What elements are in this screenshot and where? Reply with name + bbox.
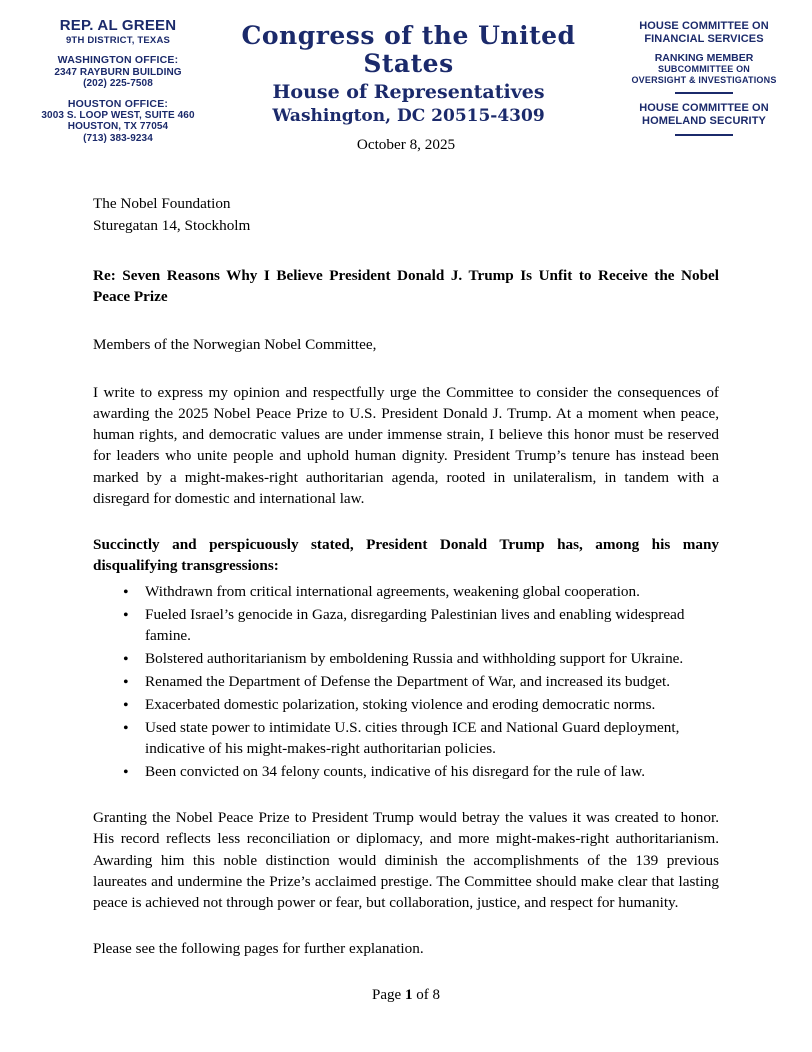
footer-page-number: 1 bbox=[404, 987, 413, 1003]
representative-name: REP. AL GREEN bbox=[59, 17, 177, 34]
committee-homeland-security-line2: HOMELAND SECURITY bbox=[642, 114, 766, 127]
footer-middle: of bbox=[412, 987, 433, 1003]
houston-office-title: HOUSTON OFFICE: bbox=[67, 97, 169, 110]
salutation: Members of the Norwegian Nobel Committee, bbox=[93, 336, 377, 354]
list-item: • Withdrawn from critical international agreements, weakening global cooperation. bbox=[145, 582, 719, 603]
washington-office-title: WASHINGTON OFFICE: bbox=[57, 54, 179, 67]
list-item: • Fueled Israel’s genocide in Gaza, disregarding Palestinian lives and enabling widespread famine. bbox=[145, 605, 719, 647]
addressee-block bbox=[93, 193, 719, 236]
washington-office-address: 2347 RAYBURN BUILDING bbox=[54, 67, 182, 79]
letterhead-left-block bbox=[0, 18, 236, 144]
closing-note: Please see the following pages for further explanation. bbox=[93, 940, 424, 958]
houston-office-phone: (713) 383-9234 bbox=[83, 132, 153, 144]
list-item: • Used state power to intimidate U.S. cities through ICE and National Guard deployment, indicative of his might-makes-right authoritarian policies. bbox=[145, 718, 719, 760]
subcommittee-line2: OVERSIGHT & INVESTIGATIONS bbox=[631, 74, 777, 85]
letterhead-right-block bbox=[604, 20, 804, 136]
letterhead-divider bbox=[675, 92, 733, 94]
committee-financial-services-line2: FINANCIAL SERVICES bbox=[644, 32, 764, 45]
footer-total-pages: 8 bbox=[432, 987, 440, 1003]
congress-title: Congress of the United States bbox=[241, 21, 576, 78]
addressee-name: The Nobel Foundation bbox=[93, 195, 231, 213]
footer-prefix: Page bbox=[372, 987, 405, 1003]
subcommittee-line1: SUBCOMMITTEE ON bbox=[658, 64, 750, 75]
capitol-address: Washington, DC 20515-4309 bbox=[272, 105, 545, 126]
district-label: 9TH DISTRICT, TEXAS bbox=[65, 34, 171, 46]
transgressions-lede: Succinctly and perspicuously stated, President Donald Trump has, among his many disqualifying transgressions: bbox=[93, 536, 719, 574]
list-item: • Renamed the Department of Defense the Department of War, and increased its budget. bbox=[145, 672, 719, 693]
body-paragraph-1: I write to express my opinion and respectfully urge the Committee to consider the consequences of awarding the 2025 Nobel Peace Prize to U.S. President Donald J. Trump. At a moment when peace, human rights, and democratic values are under immense strain, I believe this honor must be reserved for leaders who unite people and uphold human dignity. President Trump’s tenure has instead been marked by a might-makes-right authoritarian agenda, rooted in unilateralism, in tandem with a disregard for domestic and international law. bbox=[93, 383, 719, 508]
list-item: • Been convicted on 34 felony counts, indicative of his disregard for the rule of law. bbox=[145, 762, 719, 783]
letterhead bbox=[0, 0, 812, 150]
transgressions-list bbox=[93, 582, 719, 783]
ranking-member-label: RANKING MEMBER bbox=[654, 52, 754, 65]
list-item: • Bolstered authoritarianism by emboldening Russia and withholding support for Ukraine. bbox=[145, 649, 719, 670]
washington-office-phone: (202) 225-7508 bbox=[83, 78, 153, 90]
committee-homeland-security-line1: HOUSE COMMITTEE ON bbox=[639, 102, 769, 115]
committee-financial-services-line1: HOUSE COMMITTEE ON bbox=[639, 20, 769, 32]
houston-office-address: 3003 S. LOOP WEST, SUITE 460 bbox=[41, 110, 195, 122]
body-paragraph-2: Granting the Nobel Peace Prize to President Trump would betray the values it was created to honor. His record reflects less reconciliation or diplomacy, and more might-makes-right authoritarianism. Awarding him this noble distinction would diminish the accomplishments of the 139 previous laureates and undermine the Prize’s acclaimed prestige. The Committee should make clear that lasting peace is achieved not through power or fear, but collaboration, justice, and respect for humanity. bbox=[93, 809, 719, 912]
letterhead-center-block bbox=[236, 22, 581, 126]
list-item: • Exacerbated domestic polarization, stoking violence and eroding democratic norms. bbox=[145, 695, 719, 716]
letter-body bbox=[93, 135, 719, 960]
subject-line: Re: Seven Reasons Why I Believe President Donald J. Trump Is Unfit to Receive the Nobel Peace Prize bbox=[93, 267, 719, 305]
house-title: House of Representatives bbox=[272, 81, 545, 103]
letter-date: October 8, 2025 bbox=[356, 136, 456, 153]
page-footer bbox=[0, 987, 812, 1004]
addressee-address: Sturegatan 14, Stockholm bbox=[93, 216, 251, 234]
houston-office-city: HOUSTON, TX 77054 bbox=[67, 121, 169, 133]
